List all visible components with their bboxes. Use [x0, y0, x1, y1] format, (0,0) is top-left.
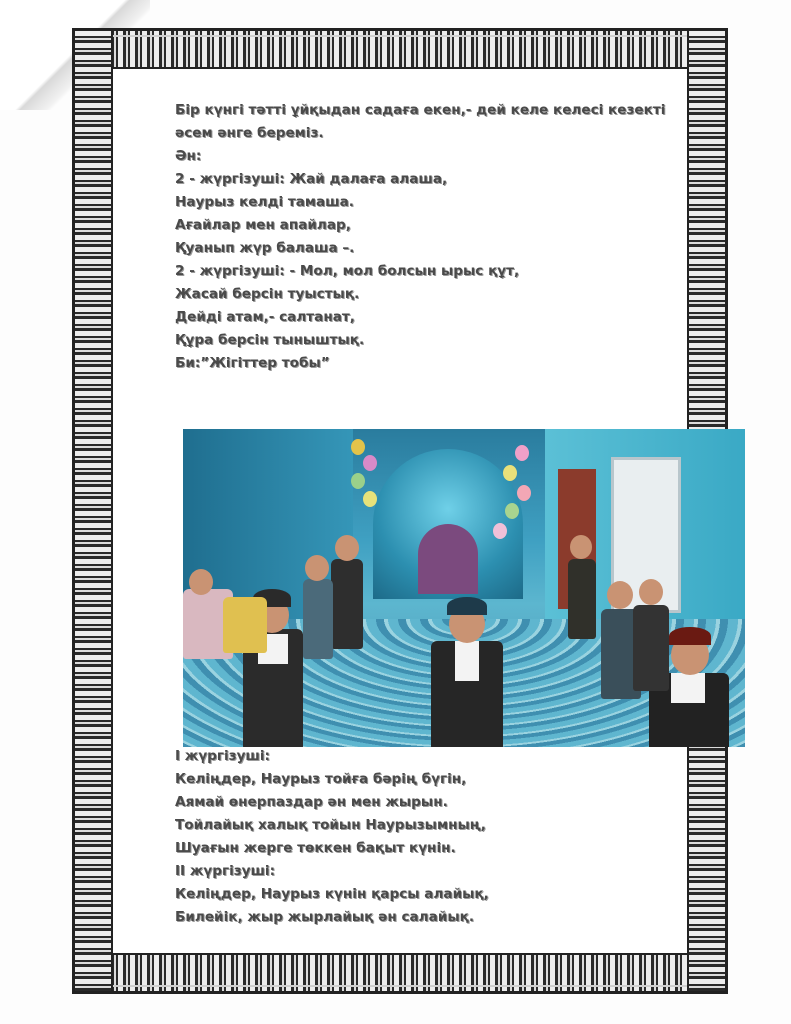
- child-dancer: [331, 559, 363, 649]
- photo-yurt-entrance: [418, 524, 478, 594]
- child-dancer: [633, 605, 669, 691]
- dance-photo: [183, 429, 745, 747]
- greek-key-border: [72, 28, 728, 994]
- balloon: [363, 491, 377, 507]
- child-head: [189, 569, 213, 595]
- child-dancer: [303, 579, 333, 659]
- text-line: Қуанып жүр балаша –.: [175, 240, 355, 256]
- text-line: ІІ жүргізуші:: [175, 863, 276, 879]
- script-text-bottom: [175, 745, 673, 929]
- border-left: [75, 31, 113, 991]
- text-line: Билейік, жыр жырлайық ән салайық.: [175, 909, 475, 925]
- child-cap: [669, 627, 711, 645]
- text-line: Дейді атам,- салтанат,: [175, 309, 355, 325]
- text-line: Бір күнгі тәтті ұйқыдан садаға екен,- дей келе келесі кезекті: [175, 102, 666, 118]
- text-line: Жасай берсін туыстық.: [175, 286, 360, 302]
- child-shirt: [671, 673, 705, 703]
- balloon: [515, 445, 529, 461]
- text-line: Шуағын жерге төккен бақыт күнін.: [175, 840, 456, 856]
- text-line: 2 - жүргізуші: Жай далаға алаша,: [175, 171, 448, 187]
- page-content: [111, 67, 689, 955]
- seated-child: [223, 597, 267, 653]
- text-line: Аямай өнерпаздар ән мен жырын.: [175, 794, 448, 810]
- child-head: [305, 555, 329, 581]
- text-line: әсем әнге береміз.: [175, 125, 324, 141]
- text-line: Келіңдер, Наурыз тойға бәрің бүгін,: [175, 771, 467, 787]
- text-line: І жүргізуші:: [175, 748, 270, 764]
- text-line: Би:”Жігіттер тобы”: [175, 355, 330, 371]
- child-head: [607, 581, 633, 609]
- text-line: Ағайлар мен апайлар,: [175, 217, 351, 233]
- text-line: Келіңдер, Наурыз күнін қарсы алайық,: [175, 886, 489, 902]
- child-shirt: [455, 641, 479, 681]
- balloon: [503, 465, 517, 481]
- balloon: [517, 485, 531, 501]
- text-line: Құра берсін тыныштық.: [175, 332, 365, 348]
- script-text-top: [175, 99, 673, 375]
- balloon: [493, 523, 507, 539]
- balloon: [363, 455, 377, 471]
- child-head: [570, 535, 592, 559]
- child-cap: [447, 597, 487, 615]
- text-line: Ән:: [175, 148, 202, 164]
- balloon: [351, 439, 365, 455]
- balloon: [505, 503, 519, 519]
- text-line: Тойлайық халық тойын Наурызымның,: [175, 817, 486, 833]
- text-line: 2 - жүргізуші: - Мол, мол болсын ырыс құт,: [175, 263, 520, 279]
- child-dancer: [568, 559, 596, 639]
- child-head: [335, 535, 359, 561]
- balloon: [351, 473, 365, 489]
- text-line: Наурыз келді тамаша.: [175, 194, 354, 210]
- child-head: [639, 579, 663, 605]
